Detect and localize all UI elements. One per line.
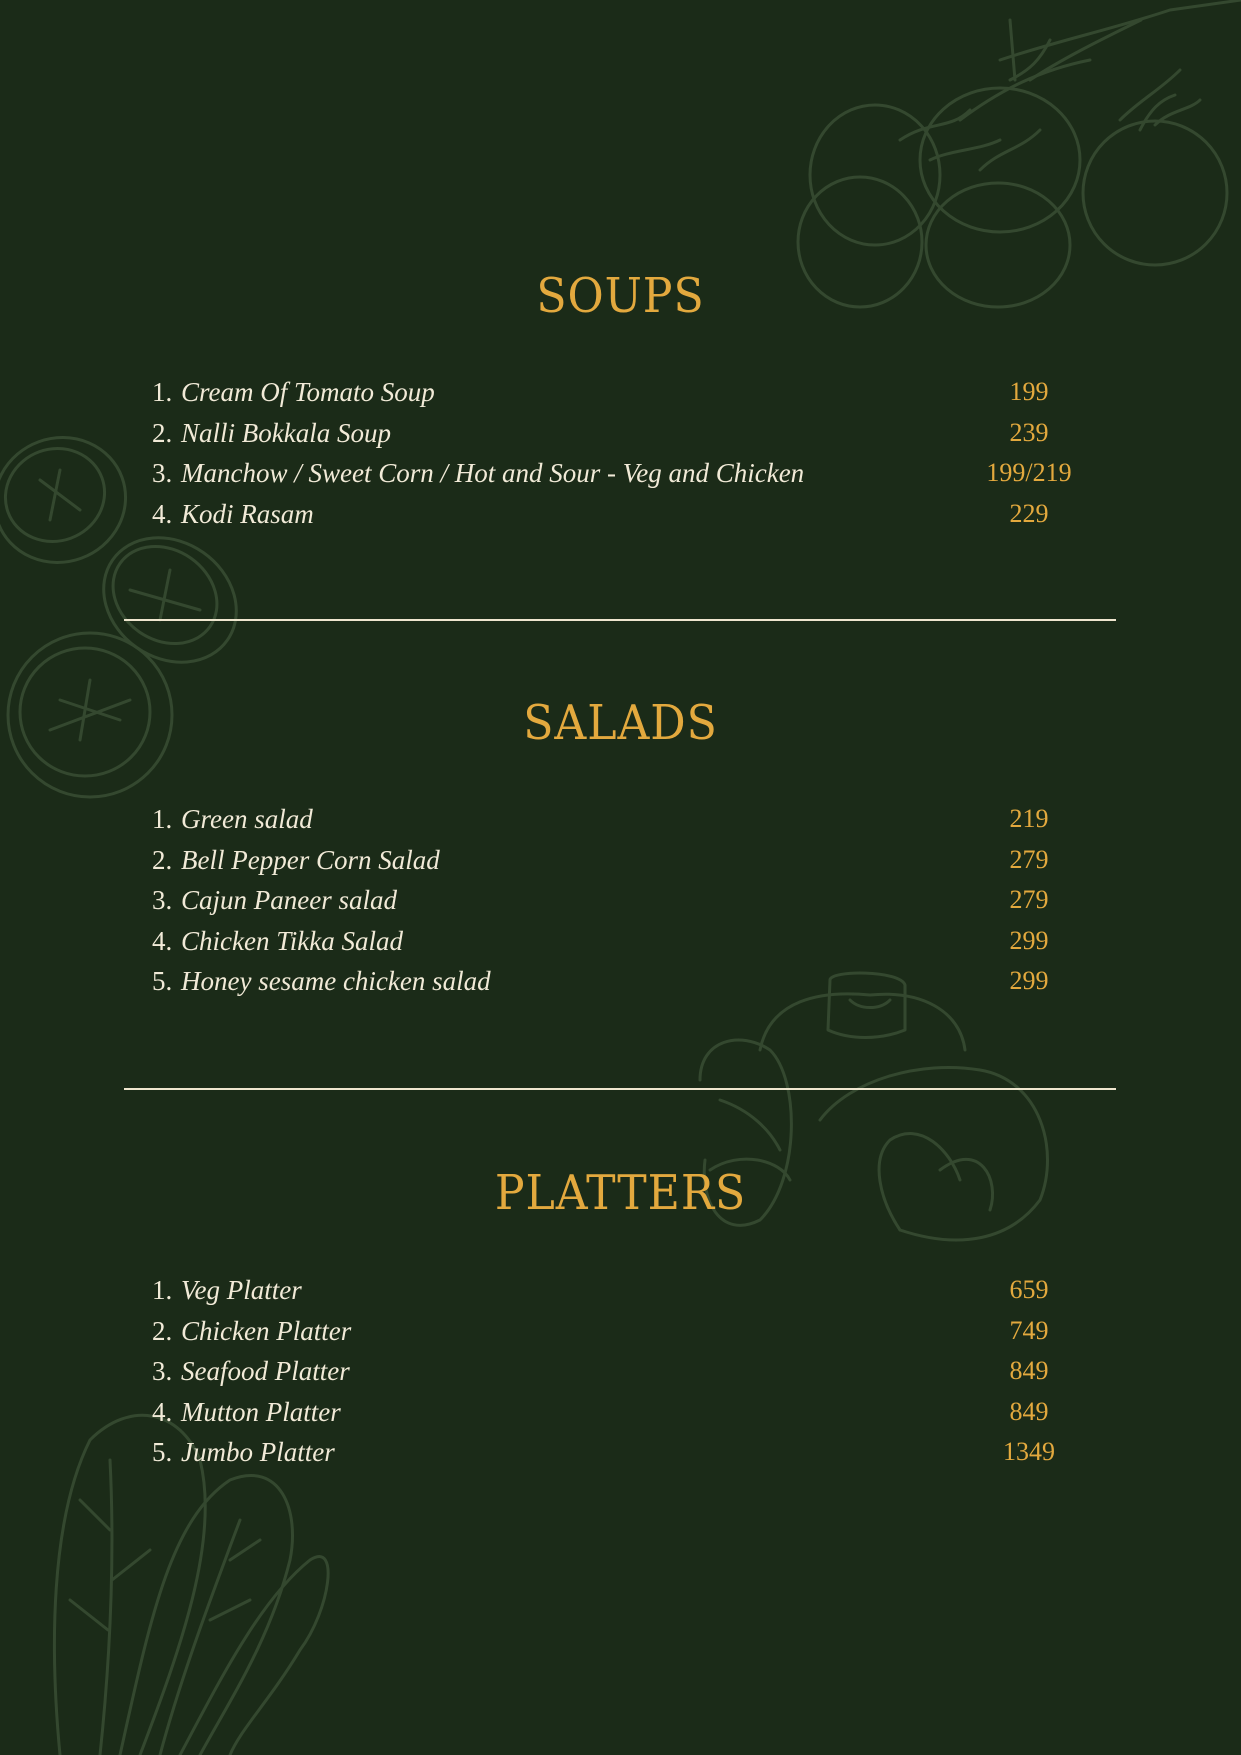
item-price: 849 bbox=[1009, 1396, 1049, 1426]
menu-item bbox=[0, 961, 1241, 1002]
item-price: 299 bbox=[1009, 966, 1049, 995]
item-number: 1. bbox=[152, 377, 173, 407]
item-number: 1. bbox=[152, 804, 173, 834]
item-price: 279 bbox=[1009, 844, 1049, 874]
item-name: Cajun Paneer salad bbox=[181, 885, 397, 915]
item-name: Nalli Bokkala Soup bbox=[181, 417, 391, 448]
tomato-vine-illustration bbox=[798, 0, 1241, 307]
menu-item bbox=[0, 453, 1241, 494]
salads-list bbox=[0, 799, 1241, 1002]
item-number: 3. bbox=[152, 885, 173, 915]
menu-item bbox=[0, 1270, 1241, 1311]
item-number: 4. bbox=[152, 1396, 173, 1427]
item-name: Jumbo Platter bbox=[181, 1437, 335, 1467]
item-name: Manchow / Sweet Corn / Hot and Sour - Veg and Chicken bbox=[181, 458, 805, 488]
item-name: Veg Platter bbox=[181, 1275, 302, 1305]
menu-item bbox=[0, 494, 1241, 535]
menu-item bbox=[0, 1311, 1241, 1352]
item-name: Mutton Platter bbox=[181, 1396, 341, 1427]
item-price: 659 bbox=[1009, 1275, 1049, 1304]
menu-item bbox=[0, 1351, 1241, 1392]
item-number: 2. bbox=[152, 1315, 173, 1346]
menu-item bbox=[0, 880, 1241, 921]
item-price: 219 bbox=[1009, 804, 1049, 833]
item-number: 4. bbox=[152, 925, 173, 956]
menu-item bbox=[0, 840, 1241, 881]
item-price: 239 bbox=[1009, 417, 1049, 447]
item-name: Chicken Platter bbox=[181, 1315, 352, 1346]
item-name: Cream Of Tomato Soup bbox=[181, 377, 435, 407]
item-name: Bell Pepper Corn Salad bbox=[181, 844, 440, 875]
item-number: 2. bbox=[152, 844, 173, 875]
item-price: 199 bbox=[1009, 377, 1049, 406]
item-price: 849 bbox=[1009, 1356, 1049, 1385]
item-name: Kodi Rasam bbox=[181, 498, 314, 529]
item-name: Green salad bbox=[181, 804, 313, 834]
salads-title: SALADS bbox=[523, 695, 718, 751]
menu-item bbox=[0, 799, 1241, 840]
item-number: 2. bbox=[152, 417, 173, 448]
section-divider bbox=[124, 619, 1116, 621]
item-price: 199/219 bbox=[986, 458, 1072, 487]
menu-item bbox=[0, 413, 1241, 454]
item-name: Honey sesame chicken salad bbox=[181, 966, 491, 996]
item-price: 1349 bbox=[1003, 1437, 1055, 1466]
item-price: 749 bbox=[1009, 1315, 1049, 1345]
item-price: 279 bbox=[1009, 885, 1049, 914]
item-number: 1. bbox=[152, 1275, 173, 1305]
item-number: 4. bbox=[152, 498, 173, 529]
menu-item bbox=[0, 1432, 1241, 1473]
platters-list bbox=[0, 1270, 1241, 1473]
section-divider bbox=[124, 1088, 1116, 1090]
item-name: Seafood Platter bbox=[181, 1356, 350, 1386]
menu-item bbox=[0, 372, 1241, 413]
soups-title: SOUPS bbox=[536, 268, 705, 324]
item-number: 5. bbox=[152, 966, 173, 996]
item-price: 229 bbox=[1009, 498, 1049, 528]
menu-item bbox=[0, 1392, 1241, 1433]
soups-list bbox=[0, 372, 1241, 534]
menu-item bbox=[0, 921, 1241, 962]
platters-title: PLATTERS bbox=[494, 1165, 747, 1221]
item-number: 3. bbox=[152, 458, 173, 488]
item-name: Chicken Tikka Salad bbox=[181, 925, 403, 956]
item-number: 3. bbox=[152, 1356, 173, 1386]
item-number: 5. bbox=[152, 1437, 173, 1467]
item-price: 299 bbox=[1009, 925, 1049, 955]
